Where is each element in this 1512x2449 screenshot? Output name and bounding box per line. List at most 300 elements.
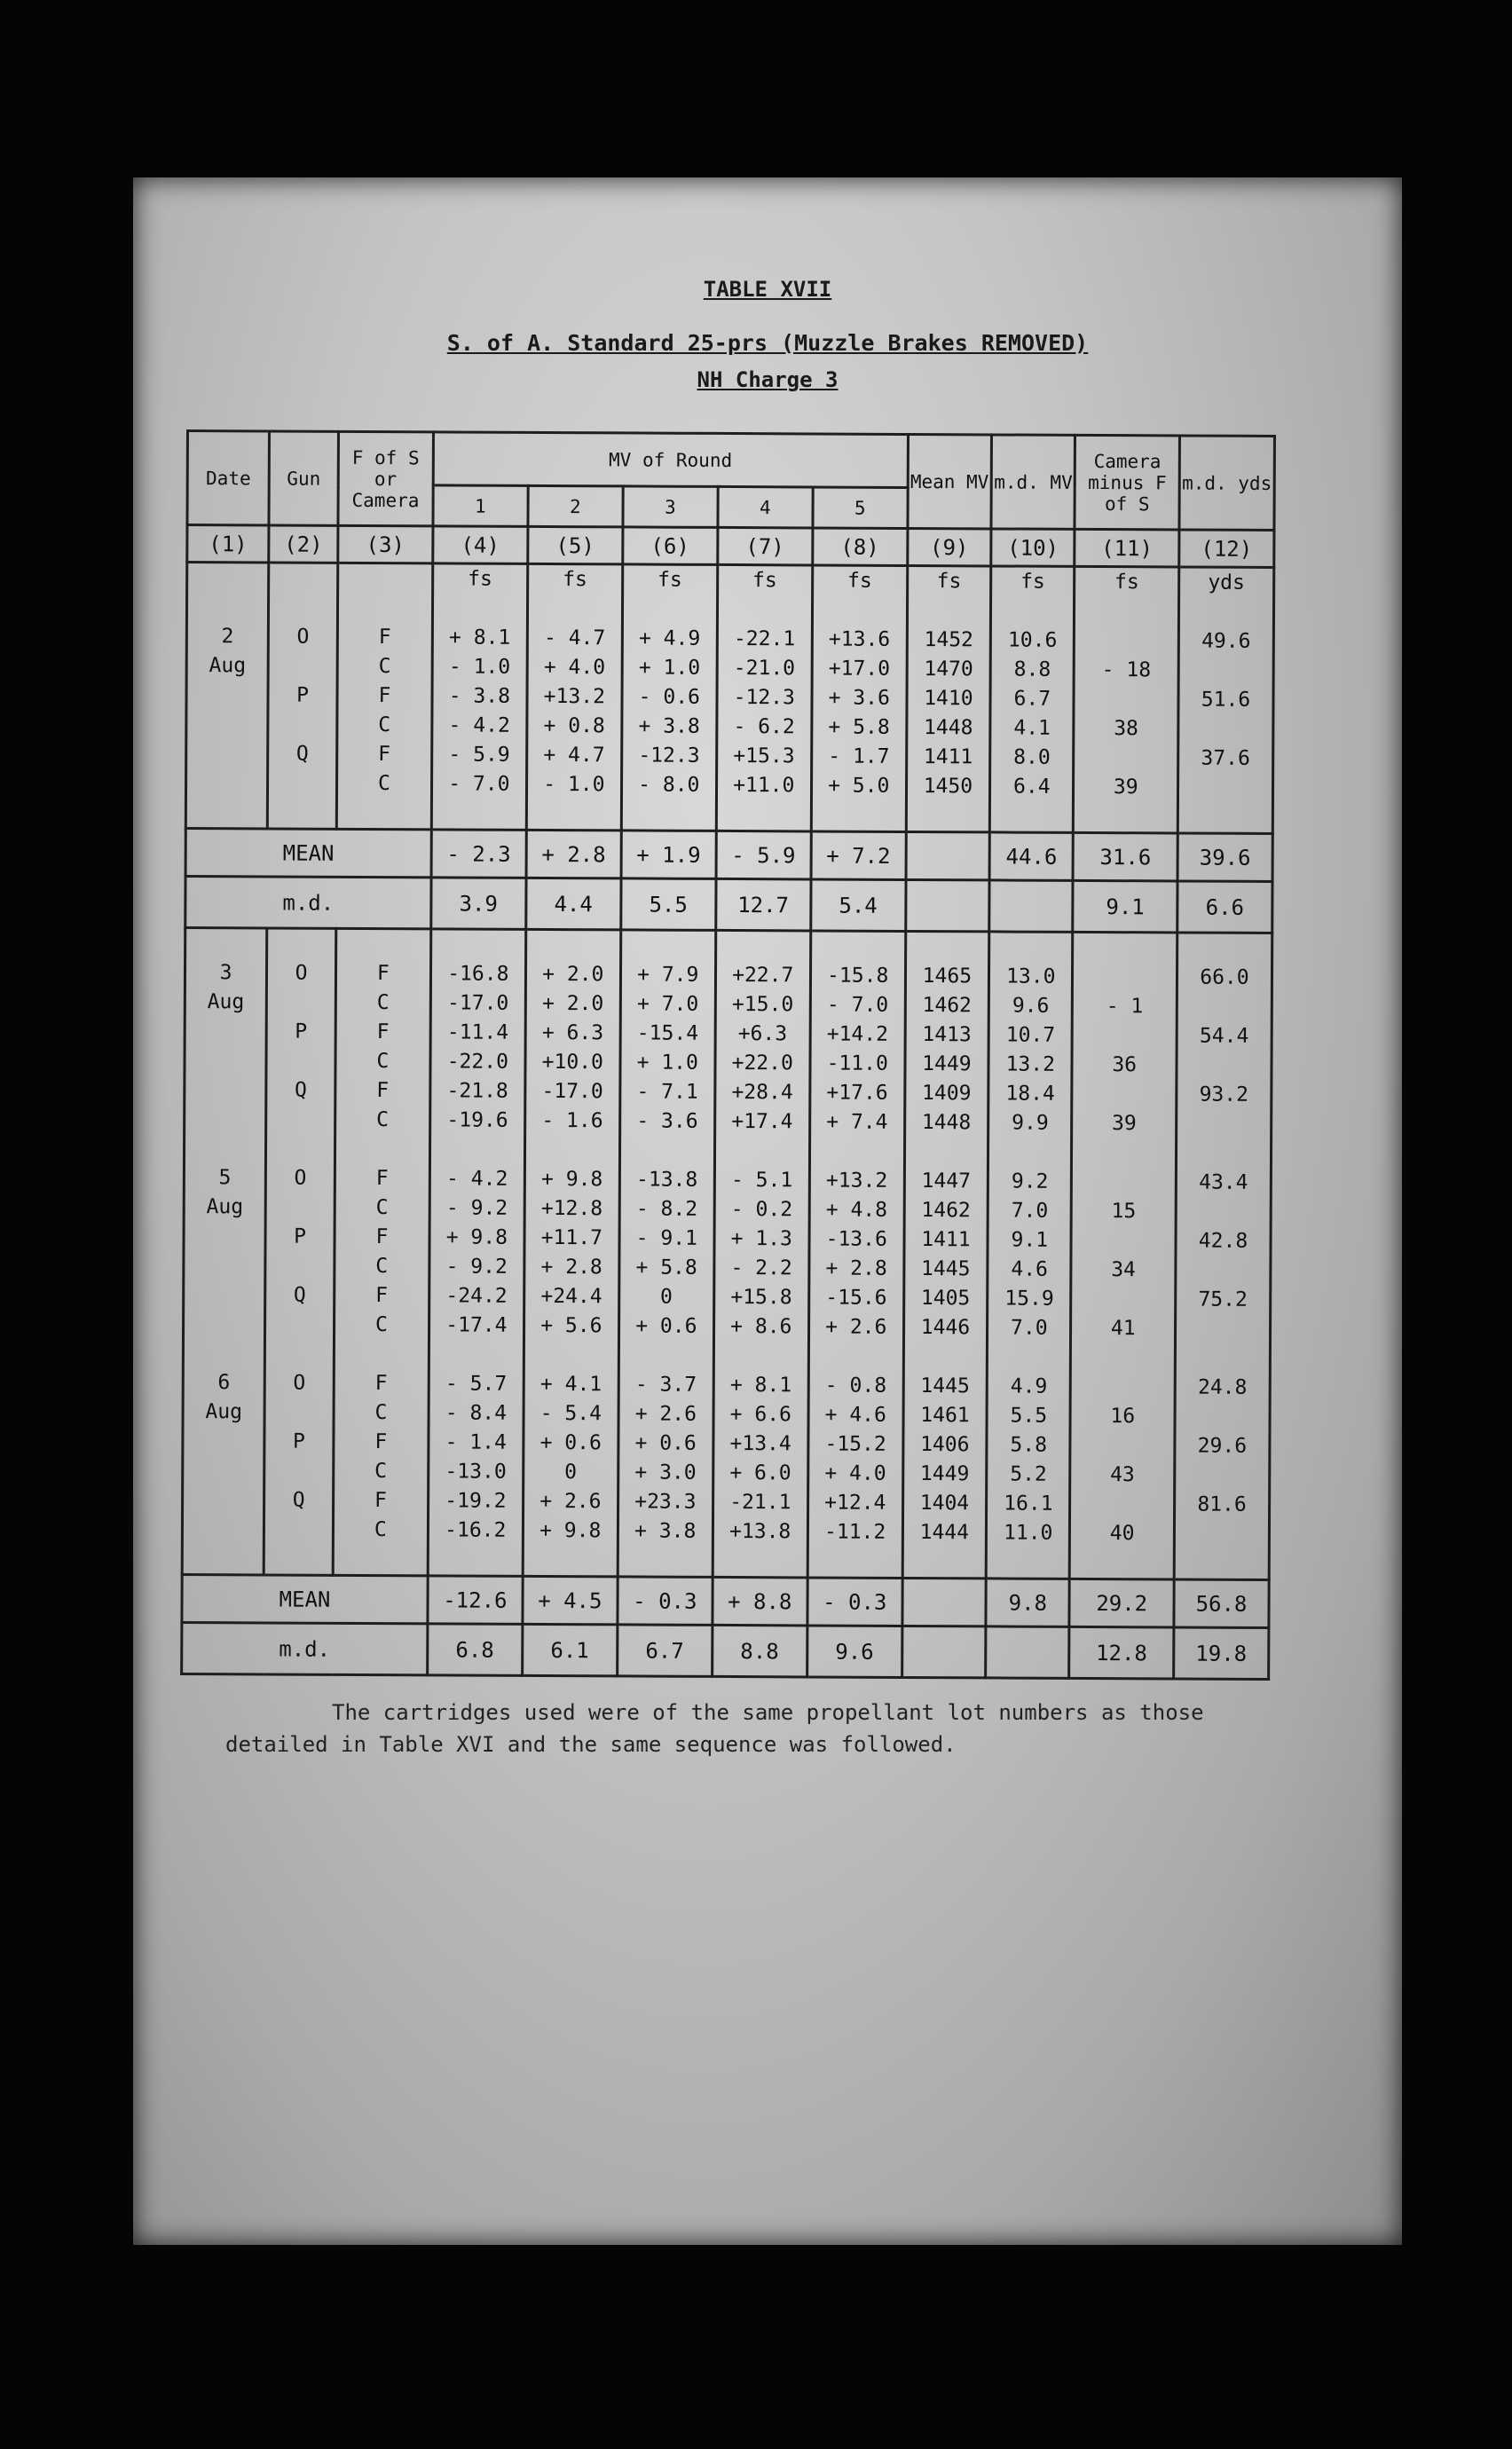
value-camera: 16 <box>1110 1405 1136 1429</box>
value-fos: F <box>374 1430 388 1454</box>
value-fos: F <box>375 1284 389 1308</box>
blank-line <box>813 800 905 831</box>
value-md_mv: 5.8 <box>1010 1433 1048 1457</box>
value-guns: O <box>296 625 310 649</box>
value-r1: -11.4 <box>446 1020 509 1044</box>
value-mean_mv: 1409 <box>921 1082 972 1106</box>
value-md_mv: 9.2 <box>1011 1169 1049 1193</box>
value-guns: P <box>293 1429 306 1453</box>
blank-line <box>267 1134 334 1163</box>
blank-line <box>186 929 265 958</box>
value-guns: O <box>293 1371 306 1395</box>
value-r1: + 9.8 <box>445 1225 508 1249</box>
blank-line <box>618 1546 711 1576</box>
value-mean_mv: 1445 <box>921 1257 971 1281</box>
blank-line <box>715 1342 807 1372</box>
value-fos: C <box>374 1401 388 1425</box>
footnote: The cartridges used were of the same propellant lot numbers as those detailed in Table XVI and the same sequence was followed. <box>225 1700 1204 1757</box>
value-camera <box>1074 963 1176 993</box>
blank-line <box>992 596 1074 626</box>
value-camera <box>1075 626 1177 657</box>
col-4-cell <box>428 929 526 1577</box>
value-guns: O <box>295 961 308 985</box>
value-r3: + 3.8 <box>634 1519 697 1543</box>
md1-value-6 <box>905 879 989 931</box>
value-date <box>185 1046 264 1075</box>
value-date: 5 <box>218 1166 232 1190</box>
value-r4: +13.4 <box>729 1432 791 1456</box>
col-7-cell <box>713 930 811 1578</box>
value-r4: - 5.1 <box>730 1169 793 1193</box>
md1-label: m.d. <box>185 877 431 929</box>
header-round-2: 2 <box>528 485 623 527</box>
value-md_mv: 9.9 <box>1012 1111 1049 1135</box>
mean1-value-8: 31.6 <box>1074 832 1178 881</box>
mean1-value-4: - 5.9 <box>716 831 811 879</box>
unit-label: fs <box>1114 571 1139 595</box>
value-r4: +15.8 <box>730 1286 792 1310</box>
value-mean_mv: 1445 <box>920 1374 970 1398</box>
col-1-cell <box>185 563 269 829</box>
blank-line <box>1072 1343 1174 1374</box>
value-r1: - 5.9 <box>448 743 510 767</box>
md1-value-8: 9.1 <box>1073 880 1177 933</box>
value-r4: + 8.1 <box>729 1374 792 1398</box>
mean2-value-7: 9.8 <box>986 1579 1070 1626</box>
value-r4: + 1.3 <box>730 1227 792 1251</box>
value-r3: 0 <box>660 1285 673 1309</box>
value-md_yds: 93.2 <box>1199 1083 1249 1106</box>
mean-row-1 <box>185 829 1272 882</box>
blank-line <box>624 595 716 625</box>
blank-line <box>185 1134 264 1163</box>
md1-value-7 <box>989 880 1074 932</box>
header-gun: Gun <box>269 431 338 525</box>
value-mean_mv: 1470 <box>924 658 973 681</box>
unit-label: fs <box>1020 570 1045 594</box>
value-date <box>187 768 266 798</box>
value-mean_mv: 1405 <box>920 1287 971 1311</box>
value-r5: +12.4 <box>824 1491 886 1515</box>
value-camera: - 1 <box>1106 995 1144 1019</box>
blank-line <box>905 1343 987 1372</box>
value-r2: + 2.0 <box>541 991 604 1016</box>
value-date: 3 <box>219 961 232 985</box>
mean2-label: MEAN <box>182 1574 428 1623</box>
value-mean_mv: 1452 <box>924 628 974 652</box>
value-md_yds: 24.8 <box>1197 1375 1248 1399</box>
value-r2: + 5.6 <box>540 1313 602 1338</box>
value-guns <box>267 1105 334 1134</box>
header-camera: Camera minus F of S <box>1075 435 1179 530</box>
unit-label: fs <box>658 568 682 592</box>
value-r5: -15.2 <box>824 1432 886 1456</box>
value-r5: +14.2 <box>826 1022 889 1046</box>
value-md_yds <box>1180 656 1272 686</box>
value-camera: 39 <box>1111 1112 1137 1136</box>
value-mean_mv: 1448 <box>924 716 973 740</box>
blank-line <box>812 932 904 962</box>
value-r1: -24.2 <box>445 1284 508 1308</box>
value-r5: + 4.6 <box>824 1403 886 1427</box>
value-fos: C <box>376 1108 390 1132</box>
value-r3: + 3.0 <box>634 1461 697 1484</box>
blank-line <box>991 801 1073 831</box>
blank-line <box>339 594 431 624</box>
value-mean_mv: 1447 <box>921 1169 972 1193</box>
value-md_yds: 49.6 <box>1201 629 1251 653</box>
value-guns <box>267 1251 334 1280</box>
value-r1: -19.2 <box>445 1489 507 1513</box>
value-r5: -15.6 <box>825 1286 887 1310</box>
value-camera <box>1074 1080 1176 1110</box>
value-fos: F <box>374 1489 387 1513</box>
value-camera <box>1072 1431 1174 1461</box>
value-r2: + 4.7 <box>543 743 605 768</box>
value-r3: - 3.7 <box>634 1373 697 1397</box>
value-md_mv: 9.1 <box>1011 1228 1049 1252</box>
value-camera: 38 <box>1114 717 1138 741</box>
value-r2: + 4.1 <box>539 1372 602 1397</box>
value-md_mv: 18.4 <box>1005 1082 1055 1106</box>
value-r3: + 7.9 <box>637 963 699 987</box>
md1-value-9: 6.6 <box>1177 881 1272 933</box>
blank-line <box>716 1137 808 1167</box>
value-camera <box>1075 685 1177 715</box>
value-r2: +11.7 <box>540 1225 603 1250</box>
unit-label: fs <box>752 569 777 593</box>
value-r5: - 1.7 <box>828 744 890 768</box>
value-r2: + 2.8 <box>540 1255 602 1280</box>
blank-line <box>811 1137 903 1167</box>
mean1-label: MEAN <box>185 829 431 878</box>
blank-line <box>903 1547 985 1577</box>
value-r4: +22.0 <box>731 1051 793 1075</box>
blank-line <box>990 933 1072 962</box>
md1-value-1: 3.9 <box>431 878 526 930</box>
value-r2: + 4.0 <box>543 655 606 680</box>
value-md_mv: 5.5 <box>1010 1404 1048 1428</box>
value-r1: -19.6 <box>446 1108 508 1132</box>
value-camera <box>1075 744 1177 774</box>
value-fos: F <box>376 962 390 986</box>
col-3-cell <box>336 563 432 830</box>
md2-value-8: 12.8 <box>1069 1626 1174 1679</box>
unit-label: fs <box>468 567 492 591</box>
value-r4: + 6.0 <box>729 1461 791 1485</box>
value-md_mv: 10.7 <box>1005 1023 1056 1047</box>
value-fos: C <box>376 1050 390 1074</box>
value-md_yds <box>1177 1314 1269 1344</box>
value-fos: C <box>374 1460 388 1484</box>
value-date: Aug <box>207 990 245 1014</box>
value-md_yds: 54.4 <box>1199 1024 1249 1048</box>
col-11-cell <box>1074 566 1179 833</box>
value-mean_mv: 1446 <box>920 1316 971 1340</box>
md2-value-4: 8.8 <box>712 1625 807 1677</box>
value-date <box>185 1075 264 1105</box>
unit-label: fs <box>936 570 962 594</box>
column-number-2: (2) <box>269 525 338 563</box>
value-r4: +15.3 <box>733 744 795 768</box>
value-mean_mv: 1444 <box>919 1521 970 1545</box>
value-r2: + 6.3 <box>541 1020 604 1045</box>
value-fos: F <box>376 1079 390 1103</box>
value-date <box>186 1017 265 1046</box>
value-camera: 41 <box>1110 1317 1136 1341</box>
blank-line <box>622 931 714 961</box>
blank-line <box>717 932 809 962</box>
value-md_mv: 15.9 <box>1004 1287 1054 1311</box>
value-r2: - 1.0 <box>543 772 605 797</box>
column-number-5: (5) <box>528 526 623 564</box>
value-r1: -17.4 <box>445 1313 508 1337</box>
value-r3: + 4.9 <box>638 626 701 650</box>
value-mean_mv: 1404 <box>919 1492 970 1516</box>
value-mean_mv: 1448 <box>921 1111 972 1135</box>
unit-label: yds <box>1208 571 1245 595</box>
value-r5: -15.8 <box>827 964 889 988</box>
value-r4: +15.0 <box>731 993 794 1017</box>
value-guns: Q <box>294 1078 307 1102</box>
md2-value-1: 6.8 <box>428 1624 523 1676</box>
mean2-value-2: + 4.5 <box>523 1576 618 1625</box>
column-number-1: (1) <box>187 525 269 563</box>
value-mean_mv: 1449 <box>919 1462 970 1486</box>
blank-line <box>719 595 811 626</box>
value-r4: - 0.2 <box>730 1198 793 1222</box>
blank-line <box>1177 1343 1269 1374</box>
value-r4: + 8.6 <box>730 1315 792 1339</box>
value-r5: + 4.8 <box>825 1198 888 1222</box>
value-r3: -13.8 <box>635 1168 698 1192</box>
blank-line <box>1179 802 1272 832</box>
table-subtitle: S. of A. Standard 25-prs (Muzzle Brakes REMOVED) <box>446 330 1089 356</box>
value-r2: + 2.0 <box>542 962 604 987</box>
value-guns: P <box>294 1224 307 1248</box>
blank-line <box>810 1342 902 1372</box>
value-r3: -12.3 <box>638 744 700 768</box>
mean2-value-9: 56.8 <box>1174 1579 1269 1628</box>
value-md_yds <box>1177 1051 1270 1081</box>
blank-line <box>526 1136 618 1166</box>
md-row-2 <box>182 1622 1269 1679</box>
mean-row-2 <box>182 1574 1269 1627</box>
charge-label: NH Charge 3 <box>697 367 839 392</box>
value-date: 2 <box>221 625 234 649</box>
value-r2: 0 <box>564 1461 578 1484</box>
value-r1: - 5.7 <box>445 1372 508 1396</box>
col-1-cell <box>182 928 267 1575</box>
md2-value-3: 6.7 <box>617 1625 712 1677</box>
col-11-cell <box>1070 932 1177 1579</box>
value-r3: + 7.0 <box>636 992 699 1016</box>
col-2-cell <box>268 563 338 829</box>
mean1-value-2: + 2.8 <box>526 830 621 878</box>
value-md_yds: 29.6 <box>1197 1434 1248 1458</box>
value-date <box>185 1251 264 1280</box>
value-r1: -17.0 <box>446 991 509 1015</box>
value-mean_mv: 1406 <box>920 1433 970 1457</box>
value-camera: 34 <box>1111 1258 1137 1282</box>
mean1-value-3: + 1.9 <box>621 831 716 879</box>
value-guns <box>268 988 335 1017</box>
value-r4: +17.4 <box>731 1110 793 1134</box>
value-r2: +12.8 <box>540 1196 603 1221</box>
value-fos: C <box>378 713 391 737</box>
blank-line <box>908 801 989 831</box>
value-date <box>185 1222 264 1251</box>
blank-line <box>621 1136 713 1166</box>
value-r4: +22.7 <box>732 964 794 988</box>
col-6-cell <box>621 564 717 831</box>
value-date <box>184 1427 263 1456</box>
column-number-4: (4) <box>433 526 528 564</box>
blank-line <box>265 1544 332 1573</box>
value-camera: - 18 <box>1101 658 1152 682</box>
md2-label: m.d. <box>182 1622 428 1674</box>
value-md_mv: 5.2 <box>1010 1462 1047 1486</box>
value-r3: - 7.1 <box>636 1080 698 1104</box>
value-md_yds: 75.2 <box>1198 1287 1248 1311</box>
value-r1: -13.0 <box>445 1460 507 1484</box>
blank-line <box>338 799 430 829</box>
col-2-cell <box>264 928 335 1575</box>
value-fos: C <box>376 991 390 1015</box>
value-r1: - 3.8 <box>448 684 511 708</box>
col-4-cell <box>431 563 527 831</box>
value-r1: - 9.2 <box>445 1255 508 1279</box>
mean1-value-7: 44.6 <box>989 832 1074 880</box>
blank-line <box>269 798 335 827</box>
block-3-6-aug <box>182 928 1272 1580</box>
value-md_yds <box>1178 992 1271 1022</box>
value-r2: + 2.6 <box>539 1489 602 1514</box>
blank-line <box>1075 597 1177 627</box>
col-9-cell <box>906 565 991 831</box>
value-r5: -13.6 <box>825 1227 887 1251</box>
blank-line <box>989 1138 1071 1167</box>
blank-line <box>718 800 810 831</box>
value-date <box>185 1105 264 1134</box>
value-fos: F <box>378 626 391 650</box>
column-number-row <box>187 525 1274 568</box>
col-8-cell <box>807 931 906 1579</box>
blank-line <box>907 933 988 962</box>
mean2-value-8: 29.2 <box>1069 1579 1174 1627</box>
value-guns <box>265 1456 332 1485</box>
blank-line <box>432 930 524 960</box>
value-camera: 43 <box>1110 1463 1135 1487</box>
value-r5: - 0.8 <box>824 1374 887 1398</box>
value-date: Aug <box>209 654 247 678</box>
value-r5: -11.2 <box>823 1520 886 1544</box>
value-r2: + 9.8 <box>540 1167 603 1192</box>
blank-line <box>988 1547 1069 1577</box>
value-fos: C <box>374 1313 388 1337</box>
value-guns: O <box>294 1166 307 1190</box>
value-guns: Q <box>293 1283 306 1307</box>
value-r4: - 2.2 <box>730 1256 792 1280</box>
value-camera: 39 <box>1113 776 1138 799</box>
value-r4: - 6.2 <box>733 715 795 739</box>
blank-line <box>528 799 620 830</box>
value-r1: - 1.4 <box>445 1430 507 1454</box>
mean2-value-6 <box>902 1578 987 1626</box>
value-r1: - 8.4 <box>445 1401 508 1425</box>
value-r2: + 0.8 <box>543 713 605 738</box>
value-r3: - 9.1 <box>635 1226 698 1250</box>
blank-line <box>188 593 267 622</box>
blank-line <box>434 594 526 624</box>
value-md_yds <box>1177 1197 1270 1227</box>
value-md_mv: 6.4 <box>1012 775 1051 799</box>
header-fos: F of S or Camera <box>338 431 433 526</box>
column-number-3: (3) <box>338 525 433 563</box>
value-fos: F <box>374 1372 388 1396</box>
value-r1: -16.8 <box>447 962 509 986</box>
unit-label <box>188 563 267 593</box>
value-guns: Q <box>292 1488 305 1512</box>
mean1-value-9: 39.6 <box>1177 833 1272 882</box>
md2-value-5: 9.6 <box>807 1626 902 1678</box>
col-8-cell <box>811 565 907 832</box>
value-r1: -21.8 <box>446 1079 508 1103</box>
value-fos: F <box>375 1167 389 1191</box>
mean2-value-1: -12.6 <box>428 1576 523 1625</box>
blank-line <box>266 1339 333 1368</box>
value-r2: + 9.8 <box>539 1518 602 1543</box>
value-md_yds <box>1177 1109 1270 1139</box>
value-r2: - 1.6 <box>541 1108 603 1133</box>
value-camera <box>1073 1168 1175 1198</box>
value-guns <box>266 1310 333 1339</box>
blank-line <box>1178 933 1271 964</box>
value-guns <box>265 1515 332 1544</box>
value-r1: - 9.2 <box>445 1196 508 1220</box>
value-r2: + 0.6 <box>539 1430 602 1455</box>
value-r5: -11.0 <box>826 1051 888 1075</box>
value-mean_mv: 1449 <box>922 1052 972 1076</box>
value-date <box>187 681 266 710</box>
blank-line <box>713 1547 806 1577</box>
md2-value-7 <box>986 1626 1070 1678</box>
value-md_mv: 4.6 <box>1011 1257 1049 1281</box>
header-round-5: 5 <box>813 487 908 529</box>
value-mean_mv: 1411 <box>923 745 973 769</box>
value-r4: -21.1 <box>729 1491 791 1515</box>
value-r3: - 3.6 <box>636 1109 698 1133</box>
value-md_mv: 7.0 <box>1011 1199 1049 1223</box>
blank-line <box>1073 1138 1175 1169</box>
col-5-cell <box>523 929 621 1577</box>
column-number-7: (7) <box>718 527 813 565</box>
value-fos: C <box>375 1196 389 1220</box>
blank-line <box>988 1343 1070 1372</box>
value-date <box>184 1485 263 1515</box>
col-3-cell <box>333 928 431 1576</box>
value-r4: +11.0 <box>733 774 795 798</box>
value-md_mv: 4.1 <box>1013 716 1051 740</box>
document-page <box>133 177 1402 2245</box>
blank-line <box>525 1341 618 1371</box>
blank-line <box>808 1547 901 1577</box>
value-guns: P <box>295 1020 308 1043</box>
value-md_yds: 37.6 <box>1201 746 1250 770</box>
value-date: Aug <box>206 1195 244 1219</box>
value-md_mv: 9.6 <box>1012 994 1050 1018</box>
value-r3: + 2.6 <box>634 1402 697 1426</box>
